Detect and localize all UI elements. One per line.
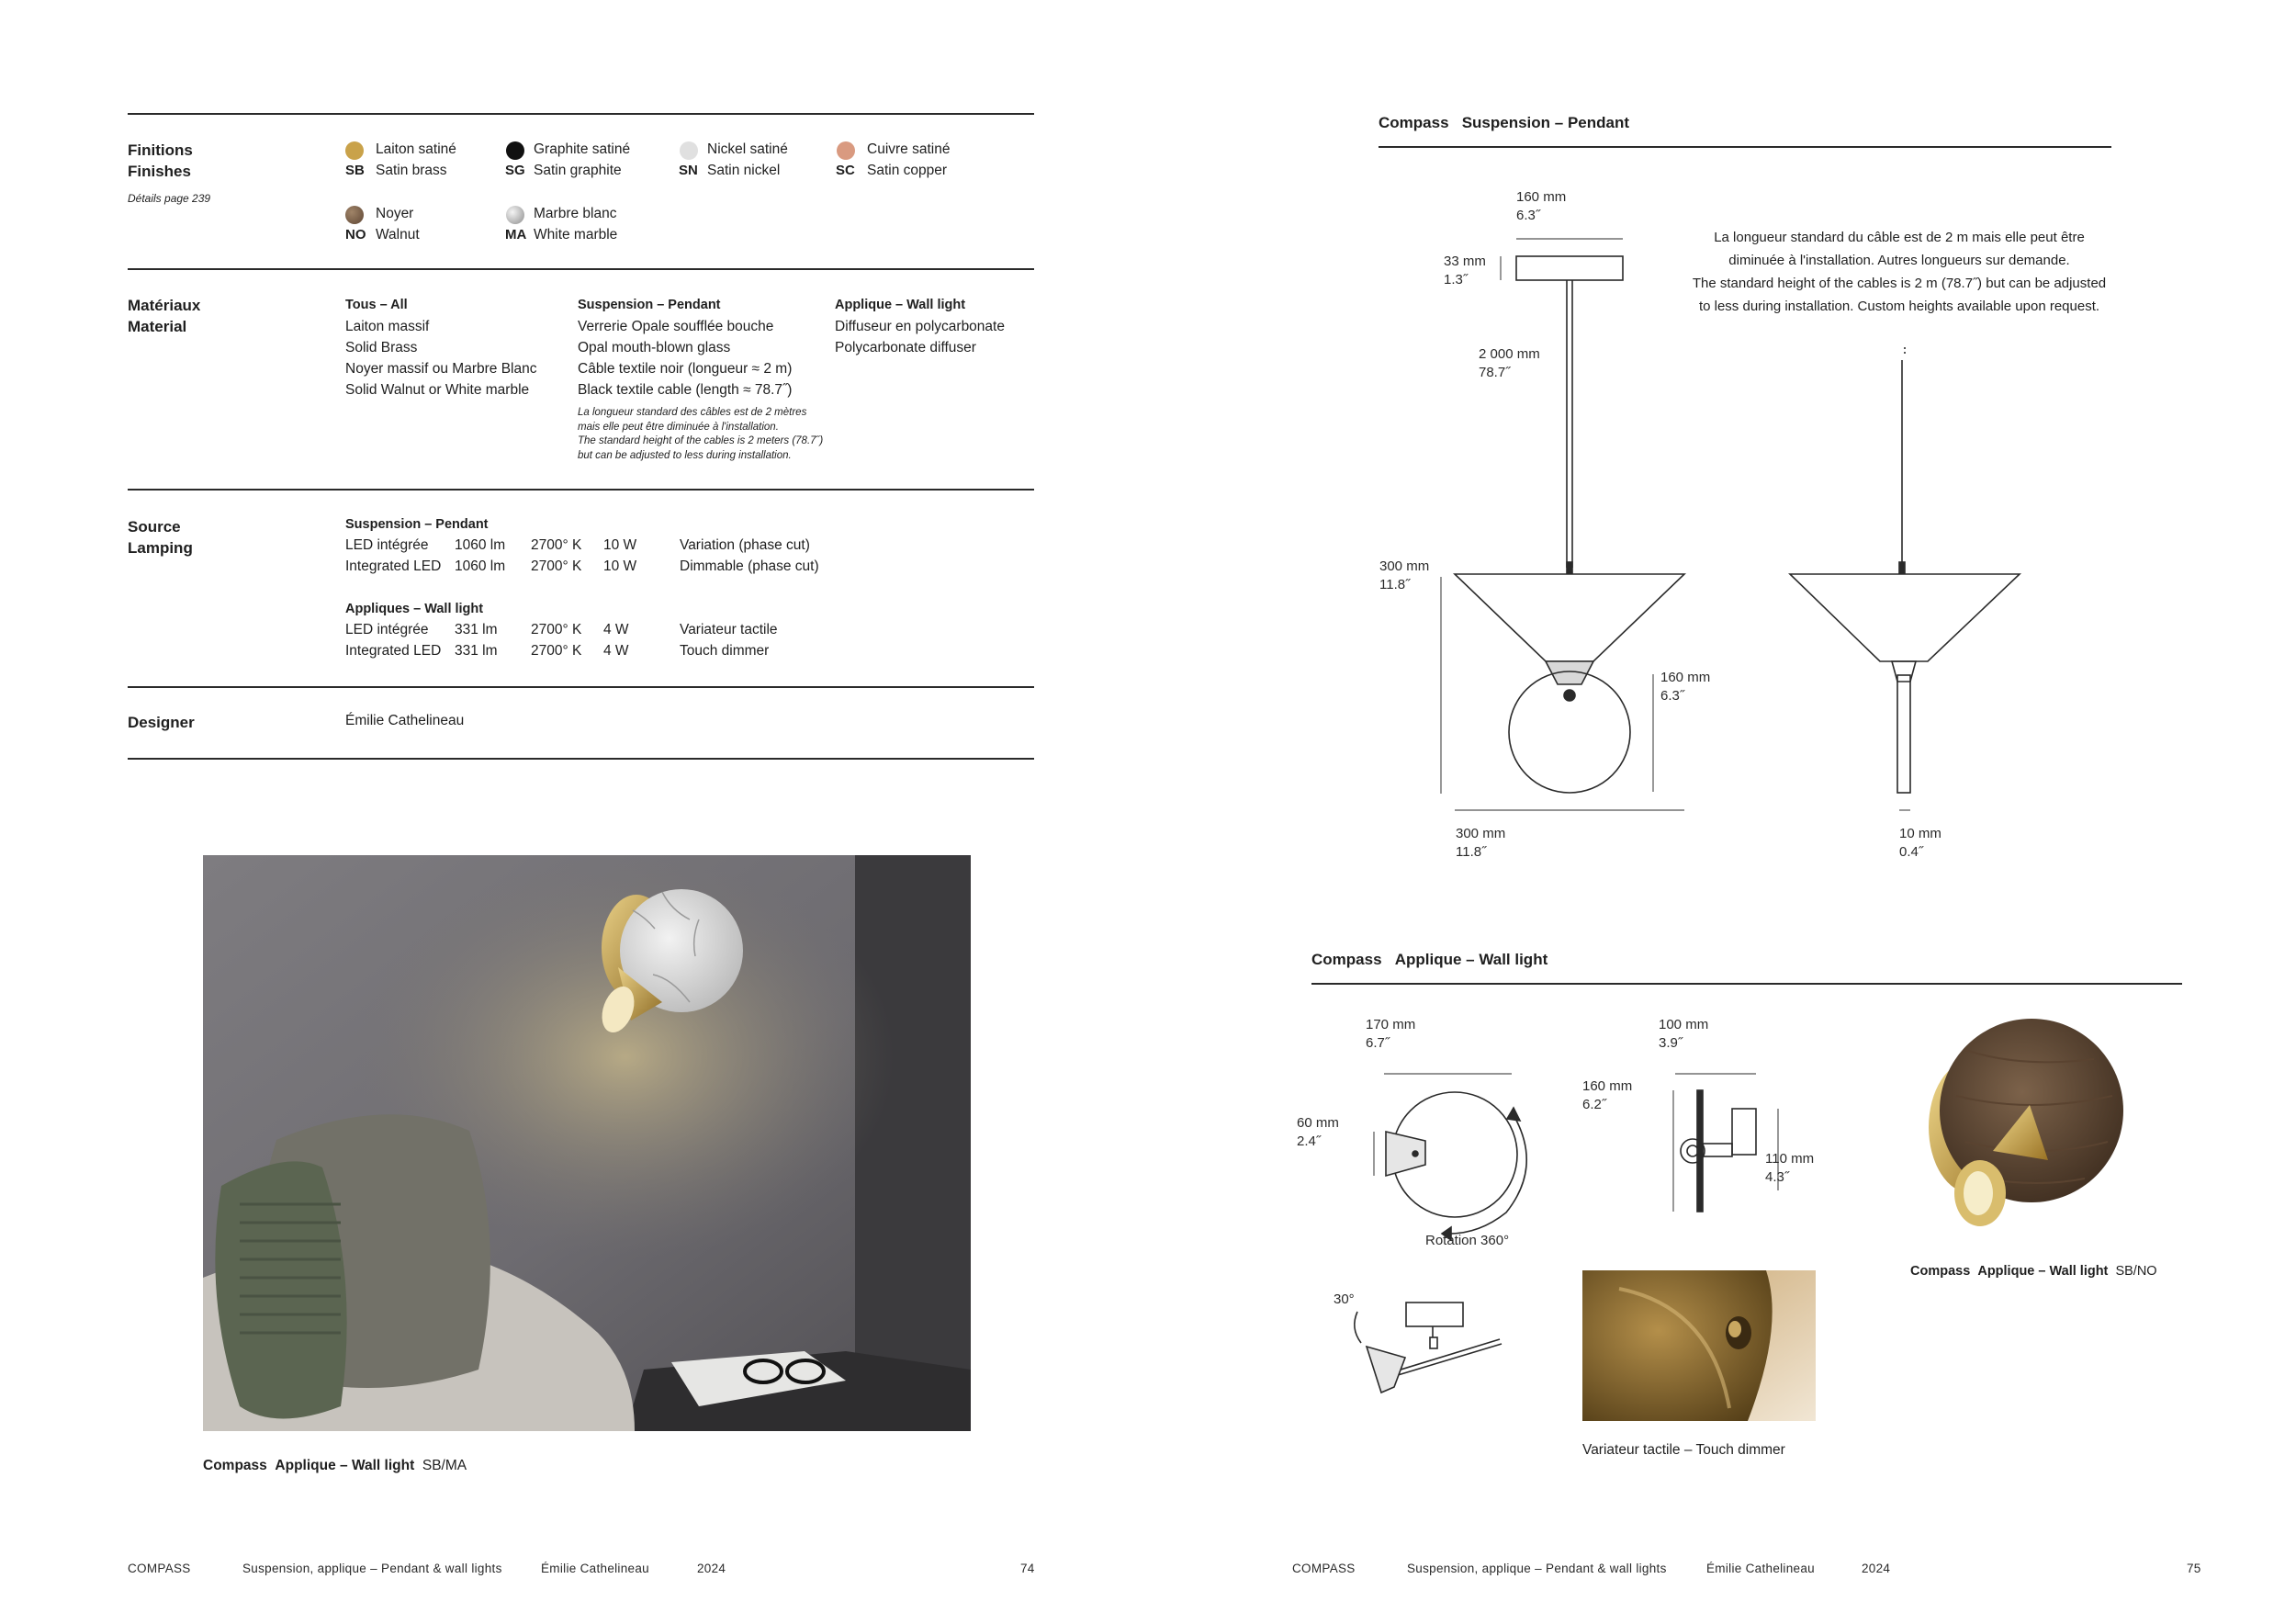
photo-caption: Compass Applique – Wall light SB/MA (203, 1458, 467, 1473)
source-label: Source Lamping (128, 518, 193, 557)
finishes-label: Finitions Finishes (128, 141, 193, 180)
lamp-watts: 10 W (603, 537, 637, 553)
dim-wall-side-depth: 110 mm 4.3˝ (1765, 1151, 1815, 1185)
lamp-kelvin: 2700° K (531, 537, 582, 553)
tilt-label: 30° (1334, 1291, 1355, 1307)
source-wall-title: Appliques – Wall light (345, 602, 484, 616)
footer-year: 2024 (697, 1562, 726, 1575)
dim-canopy-width: 160 mm 6.3˝ (1516, 189, 1567, 223)
lamp-type: LED intégrée (345, 622, 429, 637)
finish-en: White marble (534, 227, 618, 242)
lamp-lumens: 331 lm (455, 643, 498, 659)
finish-en: Walnut (376, 227, 420, 242)
finish-fr: Noyer (376, 206, 414, 221)
dim-cable-length: 2 000 mm 78.7˝ (1479, 346, 1540, 380)
finish-code: NO (345, 227, 366, 242)
footer-designer: Émilie Cathelineau (1706, 1562, 1815, 1575)
finish-code: MA (505, 227, 527, 242)
lamp-control: Variation (phase cut) (680, 537, 810, 553)
cable-note: La longueur standard du câble est de 2 m mais elle peut être diminuée à l'installation. Autres longueurs sur demande. The standard height of the cables is 2 m (78.7˝) but can be adjusted to less during installation. Custom heights available upon request. (1692, 230, 2107, 314)
lamp-type: Integrated LED (345, 643, 442, 659)
lamp-kelvin: 2700° K (531, 622, 582, 637)
dim-wall-depth: 60 mm 2.4˝ (1297, 1115, 1339, 1149)
wall-product-photo (1910, 1013, 2112, 1243)
page-number: 74 (1020, 1562, 1035, 1575)
finish-en: Satin graphite (534, 163, 622, 178)
product-caption: Compass Applique – Wall light SB/NO (1910, 1264, 2157, 1279)
dim-canopy-height: 33 mm 1.3˝ (1444, 254, 1486, 288)
footer-brand: COMPASS (128, 1562, 191, 1575)
finish-fr: Cuivre satiné (867, 141, 951, 157)
pendant-title: Compass Suspension – Pendant (1379, 114, 1630, 131)
lamp-control: Touch dimmer (680, 643, 770, 659)
dim-stem: 10 mm 0.4˝ (1899, 826, 1941, 860)
finish-fr: Graphite satiné (534, 141, 631, 157)
materials-col-wall: Applique – Wall light Diffuseur en polycarbonate Polycarbonate diffuser (835, 298, 1005, 355)
finish-en: Satin copper (867, 163, 948, 178)
lamp-lumens: 331 lm (455, 622, 498, 637)
lamp-watts: 4 W (603, 622, 629, 637)
materials-cable-note: La longueur standard des câbles est de 2 mètres mais elle peut être diminuée à l'installation. The standard height of the cables is 2 meters (78.7˝) but can be adjusted to less during installation. (578, 407, 824, 461)
finish-fr: Nickel satiné (707, 141, 788, 157)
lamp-watts: 4 W (603, 643, 629, 659)
finish-en: Satin brass (376, 163, 447, 178)
finish-en: Satin nickel (707, 163, 781, 178)
lamp-lumens: 1060 lm (455, 537, 506, 553)
lamp-type: LED intégrée (345, 537, 429, 553)
footer-desc: Suspension, applique – Pendant & wall lights (1407, 1562, 1667, 1575)
finish-fr: Marbre blanc (534, 206, 617, 221)
source-pendant-title: Suspension – Pendant (345, 517, 489, 532)
dim-wall-width: 170 mm 6.7˝ (1366, 1017, 1416, 1051)
materials-col-all: Tous – All Laiton massif Solid Brass Noyer massif ou Marbre Blanc Solid Walnut or White marble (345, 298, 537, 398)
finishes-details-note: Détails page 239 (128, 192, 211, 205)
lamp-kelvin: 2700° K (531, 643, 582, 659)
finish-code: SC (836, 163, 855, 178)
touch-dimmer-photo (1582, 1270, 1816, 1421)
dim-globe: 160 mm 6.3˝ (1660, 670, 1711, 704)
dim-wall-side-width: 100 mm 3.9˝ (1659, 1017, 1709, 1051)
materials-col-pendant: Suspension – Pendant Verrerie Opale soufflée bouche Opal mouth-blown glass Câble textile noir (longueur ≈ 2 m) Black textile cable (length ≈ 78.7˝) (578, 298, 793, 398)
dimmer-caption: Variateur tactile – Touch dimmer (1582, 1442, 1785, 1458)
lamp-lumens: 1060 lm (455, 558, 506, 574)
footer-brand: COMPASS (1292, 1562, 1356, 1575)
lamp-control: Variateur tactile (680, 622, 778, 637)
lamp-type: Integrated LED (345, 558, 442, 574)
rotation-label: Rotation 360° (1425, 1233, 1510, 1248)
finish-fr: Laiton satiné (376, 141, 456, 157)
dim-pendant-width: 300 mm 11.8˝ (1456, 826, 1506, 860)
dim-pendant-height: 300 mm 11.8˝ (1379, 558, 1430, 592)
footer-year: 2024 (1862, 1562, 1891, 1575)
finish-code: SG (505, 163, 525, 178)
footer-desc: Suspension, applique – Pendant & wall lights (242, 1562, 502, 1575)
lamp-watts: 10 W (603, 558, 637, 574)
dim-wall-side-height: 160 mm 6.2˝ (1582, 1078, 1633, 1112)
footer-designer: Émilie Cathelineau (541, 1562, 649, 1575)
lamp-control: Dimmable (phase cut) (680, 558, 819, 574)
materials-label: Matériaux Material (128, 297, 201, 335)
lamp-kelvin: 2700° K (531, 558, 582, 574)
finish-code: SN (679, 163, 698, 178)
page-number: 75 (2187, 1562, 2201, 1575)
designer-name: Émilie Cathelineau (345, 713, 465, 728)
wall-title: Compass Applique – Wall light (1311, 951, 1548, 968)
finish-code: SB (345, 163, 365, 178)
designer-label: Designer (128, 714, 195, 731)
